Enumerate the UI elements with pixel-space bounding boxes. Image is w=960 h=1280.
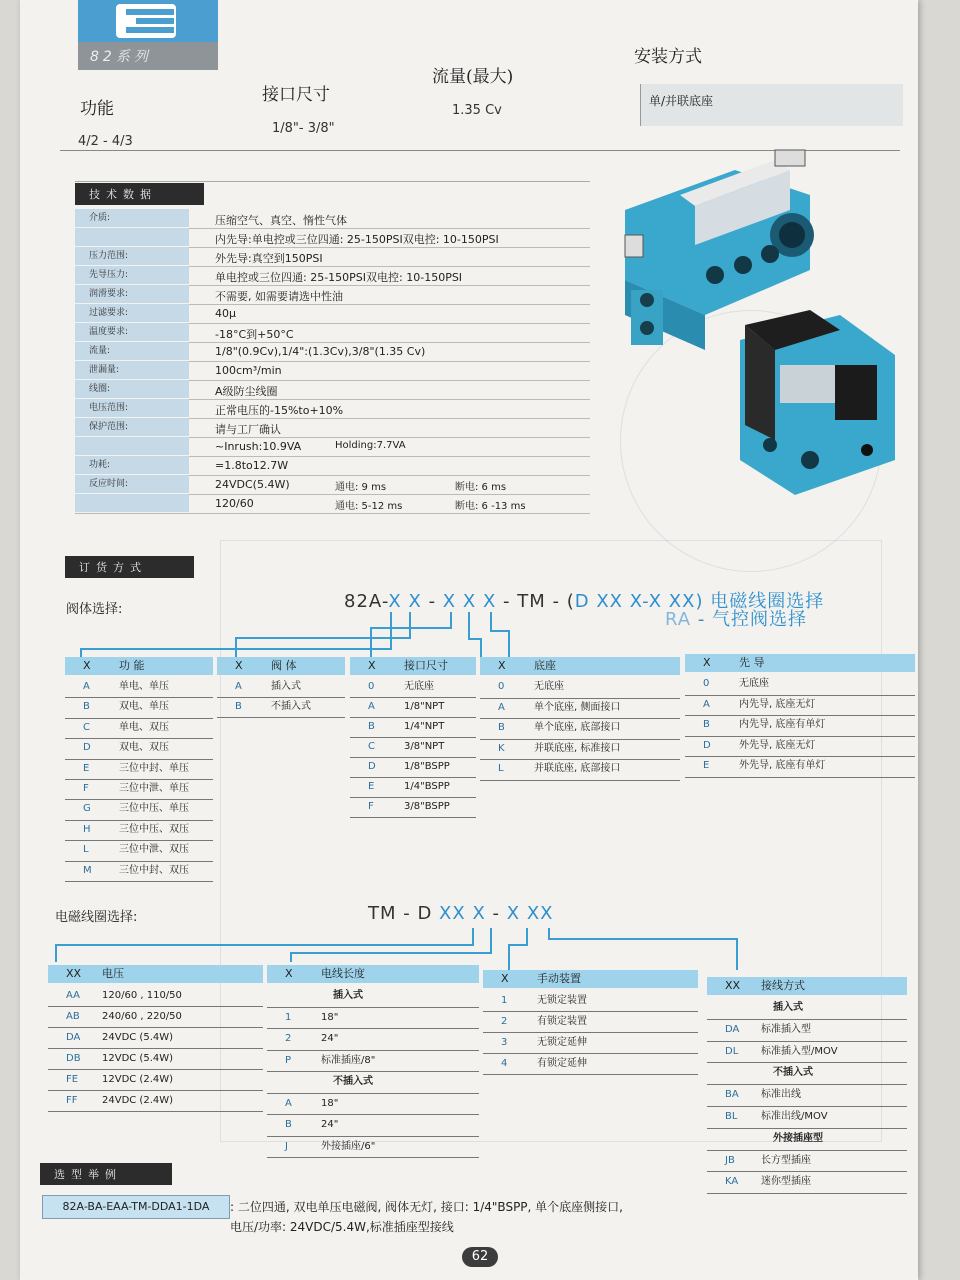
length-option-desc: 18"	[321, 1097, 339, 1109]
port-option-row	[350, 717, 476, 738]
length-option-desc: 标准插座/8"	[321, 1054, 376, 1066]
manual-option-code: 2	[501, 1016, 508, 1027]
wiring-option-code: JB	[725, 1154, 735, 1166]
voltage-option-desc: 24VDC (2.4W)	[102, 1095, 174, 1106]
port-option-desc: 3/8"NPT	[404, 741, 445, 752]
function-option-header	[65, 657, 213, 675]
length-option-code: 2	[285, 1033, 292, 1044]
port-option-header-title: 接口尺寸	[404, 659, 448, 672]
tech-row	[75, 437, 590, 457]
voltage-option-code: AA	[66, 990, 80, 1001]
port-option-row	[350, 757, 476, 778]
coil-code-x-voltage: XX	[439, 903, 466, 924]
manual-option-code: 1	[501, 995, 508, 1006]
port-option-desc: 1/4"BSPP	[404, 781, 450, 792]
wiring-option-desc: 长方型插座	[761, 1154, 811, 1166]
tech-key: 润滑要求:	[75, 285, 189, 303]
code-tm: - TM - (	[496, 591, 575, 612]
length-option-desc: 不插入式	[333, 1076, 373, 1087]
tech-row	[75, 494, 590, 514]
code-dash: -	[421, 591, 443, 612]
function-option-desc: 三位中封、单压	[119, 762, 189, 774]
pilot-option-code: 0	[703, 678, 710, 689]
function-option-code: E	[83, 762, 90, 774]
port-option-row	[350, 737, 476, 758]
tech-key: 先导压力:	[75, 266, 189, 284]
tech-value: 40μ	[215, 307, 236, 320]
voltage-option-row	[48, 1048, 263, 1070]
port-option-code: B	[368, 721, 375, 732]
voltage-option-desc: 240/60 , 220/50	[102, 1011, 182, 1022]
body-option-row	[217, 677, 345, 698]
tech-value: -18°C到+50°C	[215, 328, 294, 341]
coil-code-x-length: X	[472, 903, 486, 924]
wiring-option-desc: 标准出线/MOV	[761, 1111, 828, 1122]
base-option-row	[480, 759, 680, 781]
length-option-row	[267, 1007, 479, 1030]
tech-value: 正常电压的-15%to+10%	[215, 404, 344, 417]
example-desc-line2: 电压/功率: 24VDC/5.4W,标准插座型接线	[230, 1220, 454, 1234]
manual-option-header-code: X	[501, 972, 509, 985]
length-option-code: A	[285, 1097, 292, 1109]
tech-key: 泄漏量:	[75, 361, 189, 379]
connector-port	[370, 627, 372, 657]
tech-value: 内先导:单电控或三位四通: 25-150PSI双电控: 10-150PSI	[215, 233, 499, 246]
voltage-option-row	[48, 1090, 263, 1112]
port-option-code: D	[368, 761, 376, 772]
tech-row	[75, 456, 590, 476]
mount-label: 安装方式	[634, 47, 702, 67]
port-option-code: E	[368, 781, 375, 792]
wiring-option-desc: 标准插入型	[761, 1023, 811, 1035]
tech-key: 流量:	[75, 342, 189, 360]
manual-option-row	[483, 1032, 698, 1054]
tech-value: A级防尘线圈	[215, 385, 278, 398]
pilot-option-desc: 内先导, 底座无灯	[739, 698, 816, 710]
length-option-code: B	[285, 1119, 292, 1130]
voltage-option-header-code: XX	[66, 967, 82, 980]
connector-voltage	[55, 944, 57, 962]
body-option-row	[217, 697, 345, 718]
length-option-code: 1	[285, 1011, 292, 1023]
pilot-option-header	[685, 654, 915, 672]
tech-row	[75, 380, 590, 400]
tech-key: 温度要求:	[75, 323, 189, 341]
body-option-desc: 插入式	[271, 681, 301, 692]
tech-key: 介质:	[75, 209, 189, 227]
code-ra-text: - 气控阀选择	[691, 609, 808, 630]
tech-key	[75, 228, 189, 246]
pilot-option-desc: 无底座	[739, 678, 769, 689]
length-option-header-title: 电线长度	[321, 967, 365, 980]
connector-pilot	[508, 630, 510, 657]
function-option-desc: 双电、单压	[119, 701, 169, 713]
length-option-row	[267, 1114, 479, 1137]
port-option-row	[350, 777, 476, 798]
pilot-option-desc: 内先导, 底座有单灯	[739, 719, 826, 731]
length-option-desc: 外接插座/6"	[321, 1140, 376, 1152]
tech-row	[75, 323, 590, 343]
function-option-row	[65, 799, 213, 820]
voltage-option-code: DB	[66, 1053, 81, 1064]
wiring-option-header-code: XX	[725, 979, 741, 992]
wiring-option-header	[707, 977, 907, 995]
function-option-row	[65, 677, 213, 698]
connector-manual	[508, 944, 510, 970]
tech-value-2: 通电: 5-12 ms	[335, 501, 403, 512]
function-option-code: G	[83, 803, 91, 815]
function-option-desc: 三位中压、双压	[119, 823, 189, 835]
series-label: 82系列	[90, 49, 152, 65]
tech-key: 过滤要求:	[75, 304, 189, 322]
tech-key: 反应时间:	[75, 475, 189, 493]
wiring-option-desc: 迷你型插座	[761, 1176, 811, 1188]
function-option-row	[65, 738, 213, 759]
wiring-option-row	[707, 1019, 907, 1042]
length-option-row	[267, 1136, 479, 1159]
port-option-desc: 1/4"NPT	[404, 721, 445, 732]
function-option-code: A	[83, 681, 90, 692]
pilot-option-code: B	[703, 719, 710, 731]
function-option-row	[65, 697, 213, 718]
body-select-label: 阀体选择:	[66, 602, 123, 617]
code-coil-select: 电磁线圈选择	[703, 591, 825, 612]
coil-code-x-manual: X	[506, 903, 521, 924]
wiring-option-code: KA	[725, 1176, 739, 1188]
wiring-option-desc: 标准出线	[761, 1089, 801, 1101]
code-ra: RA	[665, 609, 692, 630]
function-option-desc: 单电、双压	[119, 721, 169, 733]
wiring-option-row	[707, 997, 907, 1020]
port-option-row	[350, 677, 476, 698]
pilot-option-desc: 外先导, 底座有单灯	[739, 760, 826, 772]
tech-key: 线圈:	[75, 380, 189, 398]
body-option-code: A	[235, 681, 242, 692]
code-x-port: X	[442, 591, 457, 612]
port-option-desc: 3/8"BSPP	[404, 801, 450, 812]
tech-value: 120/60	[215, 497, 254, 510]
length-option-desc: 18"	[321, 1011, 339, 1023]
length-option-desc: 插入式	[333, 990, 363, 1001]
series-badge	[78, 0, 218, 70]
base-option-code: 0	[498, 681, 505, 692]
base-option-row	[480, 677, 680, 699]
length-option-row	[267, 1093, 479, 1116]
voltage-option-code: AB	[66, 1011, 80, 1022]
tech-value-3: 断电: 6 ms	[455, 482, 507, 493]
voltage-option-code: DA	[66, 1032, 81, 1043]
length-option-code: P	[285, 1054, 292, 1066]
base-option-row	[480, 718, 680, 740]
tech-row	[75, 209, 590, 229]
wiring-option-row	[707, 1128, 907, 1151]
pilot-option-row	[685, 715, 915, 737]
example-code: 82A-BA-EAA-TM-DDA1-1DA	[42, 1195, 230, 1219]
base-option-row	[480, 739, 680, 761]
wiring-option-row	[707, 1062, 907, 1085]
coil-code-string	[368, 903, 554, 924]
function-option-desc: 三位中压、单压	[119, 803, 189, 815]
base-option-code: K	[498, 742, 505, 754]
wiring-option-desc: 不插入式	[773, 1067, 813, 1079]
function-option-code: F	[83, 783, 89, 794]
base-option-desc: 并联底座, 底部接口	[534, 763, 621, 775]
length-option-desc: 24"	[321, 1119, 339, 1130]
manual-option-desc: 有锁定延伸	[537, 1058, 587, 1069]
function-option-code: M	[83, 864, 92, 876]
manual-option-desc: 有锁定装置	[537, 1016, 587, 1027]
function-option-row	[65, 718, 213, 739]
manual-option-row	[483, 1053, 698, 1075]
function-option-desc: 三位中泄、双压	[119, 844, 189, 856]
wiring-option-row	[707, 1106, 907, 1129]
port-size-value: 1/8"- 3/8"	[272, 121, 335, 136]
flow-value: 1.35 Cv	[452, 103, 502, 118]
brand-logo	[116, 4, 176, 38]
tech-value: 外先导:真空到150PSI	[215, 252, 323, 265]
wiring-option-code: DL	[725, 1045, 739, 1057]
body-option-header-code: X	[235, 659, 243, 672]
order-code-ra	[665, 605, 807, 631]
port-option-code: 0	[368, 681, 375, 692]
port-option-code: A	[368, 701, 375, 712]
tech-row	[75, 475, 590, 495]
tech-key: 压力范围:	[75, 247, 189, 265]
body-option-header	[217, 657, 345, 675]
body-option-desc: 不插入式	[271, 701, 311, 712]
pilot-option-row	[685, 674, 915, 696]
length-option-row	[267, 1050, 479, 1073]
function-option-row	[65, 759, 213, 780]
tech-value-2: Holding:7.7VA	[335, 440, 406, 451]
function-option-code: D	[83, 742, 91, 754]
function-option-desc: 三位中封、双压	[119, 864, 189, 876]
wiring-option-row	[707, 1041, 907, 1064]
function-option-desc: 双电、双压	[119, 742, 169, 754]
wiring-option-desc: 标准插入型/MOV	[761, 1045, 838, 1057]
function-option-code: H	[83, 823, 91, 835]
function-option-row	[65, 820, 213, 841]
code-x-coil: XX X-X XX	[596, 591, 696, 612]
wiring-option-code: BL	[725, 1111, 738, 1122]
example-title: 选型举例	[40, 1163, 172, 1185]
wiring-option-code: DA	[725, 1023, 740, 1035]
tech-row	[75, 304, 590, 324]
wiring-option-desc: 外接插座型	[773, 1132, 823, 1144]
coil-code-prefix: TM - D	[368, 903, 440, 924]
single-valve-image	[740, 310, 895, 495]
base-option-header-code: X	[498, 659, 506, 672]
code-d: D	[574, 591, 597, 612]
voltage-option-desc: 12VDC (5.4W)	[102, 1053, 174, 1064]
function-option-code: B	[83, 701, 90, 713]
voltage-option-code: FF	[66, 1095, 78, 1106]
base-option-code: B	[498, 722, 505, 734]
pilot-option-desc: 外先导, 底座无灯	[739, 739, 816, 751]
tech-row	[75, 361, 590, 381]
mount-value-box	[640, 84, 903, 126]
code-prefix: 82A-	[344, 591, 389, 612]
tech-row	[75, 418, 590, 438]
pilot-option-code: E	[703, 760, 710, 772]
tech-row	[75, 228, 590, 248]
manual-option-desc: 无锁定延伸	[537, 1037, 587, 1048]
base-option-desc: 并联底座, 标准接口	[534, 742, 621, 754]
coil-code-x-wiring: XX	[526, 903, 554, 924]
pilot-option-row	[685, 695, 915, 717]
base-option-header	[480, 657, 680, 675]
code-close-paren: )	[695, 591, 704, 612]
voltage-option-desc: 12VDC (2.4W)	[102, 1074, 174, 1085]
length-option-row	[267, 1028, 479, 1051]
manual-option-header-title: 手动装置	[537, 972, 581, 985]
manual-option-header	[483, 970, 698, 988]
body-option-code: B	[235, 701, 242, 712]
voltage-option-code: FE	[66, 1074, 79, 1085]
port-option-code: C	[368, 741, 375, 752]
port-option-row	[350, 797, 476, 818]
length-option-row	[267, 985, 479, 1008]
base-option-code: L	[498, 763, 504, 775]
length-option-code: J	[285, 1140, 288, 1152]
function-option-code: L	[83, 844, 89, 856]
port-size-label: 接口尺寸	[262, 85, 330, 105]
tech-value: 100cm³/min	[215, 364, 282, 377]
code-x-body: X	[408, 591, 422, 612]
voltage-option-row	[48, 1006, 263, 1028]
function-value: 4/2 - 4/3	[78, 134, 133, 149]
tech-key	[75, 437, 189, 455]
tech-value: 请与工厂确认	[215, 423, 281, 436]
coil-select-label: 电磁线圈选择:	[55, 910, 138, 925]
tech-data-title: 技术数据	[75, 183, 204, 205]
catalog-page	[20, 0, 918, 1280]
port-option-desc: 1/8"NPT	[404, 701, 445, 712]
voltage-option-desc: 120/60 , 110/50	[102, 990, 182, 1001]
voltage-option-row	[48, 985, 263, 1007]
tech-top-line	[75, 181, 590, 182]
port-option-row	[350, 697, 476, 718]
tech-row	[75, 285, 590, 305]
manual-option-row	[483, 990, 698, 1012]
function-option-row	[65, 861, 213, 882]
wiring-option-row	[707, 1150, 907, 1173]
wiring-option-row	[707, 1171, 907, 1194]
function-option-code: C	[83, 721, 90, 733]
order-title: 订货方式	[65, 556, 194, 578]
flow-label: 流量(最大)	[432, 67, 514, 87]
base-option-desc: 单个底座, 侧面接口	[534, 701, 621, 713]
valve-product-photo	[595, 140, 915, 520]
port-option-desc: 无底座	[404, 681, 434, 692]
tech-value: ~Inrush:10.9VA	[215, 440, 302, 453]
page-number: 62	[462, 1247, 498, 1267]
port-option-header	[350, 657, 476, 675]
tech-value: 1/8"(0.9Cv),1/4":(1.3Cv),3/8"(1.35 Cv)	[215, 345, 426, 358]
connector-body	[235, 637, 237, 657]
tech-key: 保护范围:	[75, 418, 189, 436]
manual-option-code: 3	[501, 1037, 508, 1048]
tech-value-3: 断电: 6 -13 ms	[455, 501, 526, 512]
tech-key	[75, 494, 189, 512]
length-option-header	[267, 965, 479, 983]
tech-row	[75, 399, 590, 419]
tech-key: 电压范围:	[75, 399, 189, 417]
function-option-header-code: X	[83, 659, 91, 672]
voltage-option-desc: 24VDC (5.4W)	[102, 1032, 174, 1043]
length-option-desc: 24"	[321, 1033, 339, 1044]
tech-value: 不需要, 如需要请选中性油	[215, 290, 343, 303]
length-option-header-code: X	[285, 967, 293, 980]
pilot-option-header-code: X	[703, 656, 711, 669]
wiring-option-row	[707, 1084, 907, 1107]
function-option-row	[65, 779, 213, 800]
pilot-option-row	[685, 756, 915, 778]
wiring-option-header-title: 接线方式	[761, 979, 805, 992]
manual-option-desc: 无锁定装置	[537, 995, 587, 1006]
manual-option-code: 4	[501, 1058, 508, 1069]
function-label: 功能	[80, 99, 114, 119]
tech-value: 单电控或三位四通: 25-150PSI双电控: 10-150PSI	[215, 271, 463, 284]
wiring-option-desc: 插入式	[773, 1002, 803, 1013]
voltage-option-row	[48, 1027, 263, 1049]
voltage-option-header	[48, 965, 263, 983]
function-option-desc: 单电、单压	[119, 681, 169, 692]
tech-row	[75, 342, 590, 362]
base-option-row	[480, 698, 680, 720]
manual-option-row	[483, 1011, 698, 1033]
base-option-desc: 无底座	[534, 681, 564, 692]
code-x-pilot: X	[482, 591, 497, 612]
tech-row	[75, 266, 590, 286]
voltage-option-row	[48, 1069, 263, 1091]
tech-value-2: 通电: 9 ms	[335, 482, 387, 493]
pilot-option-code: A	[703, 698, 710, 710]
pilot-option-code: D	[703, 739, 711, 751]
wiring-option-code: BA	[725, 1089, 739, 1101]
port-option-header-code: X	[368, 659, 376, 672]
length-option-row	[267, 1071, 479, 1094]
port-option-desc: 1/8"BSPP	[404, 761, 450, 772]
tech-key: 功耗:	[75, 456, 189, 474]
tech-value: =1.8to12.7W	[215, 459, 289, 472]
body-option-header-title: 阀 体	[271, 659, 297, 672]
voltage-option-header-title: 电压	[102, 967, 124, 980]
base-option-desc: 单个底座, 底部接口	[534, 722, 621, 734]
pilot-option-row	[685, 736, 915, 758]
mount-value: 单/并联底座	[649, 94, 714, 108]
connector-base	[480, 640, 482, 657]
code-x-base: X	[462, 591, 477, 612]
tech-value: 24VDC(5.4W)	[215, 478, 290, 491]
coil-code-dash: -	[485, 903, 507, 924]
pilot-option-header-title: 先 导	[739, 656, 765, 669]
port-option-code: F	[368, 801, 374, 812]
base-option-code: A	[498, 701, 505, 713]
base-option-header-title: 底座	[534, 659, 556, 672]
code-x-function: X	[388, 591, 402, 612]
function-option-row	[65, 840, 213, 861]
tech-row	[75, 247, 590, 267]
function-option-header-title: 功 能	[119, 659, 145, 672]
function-option-desc: 三位中泄、单压	[119, 783, 189, 794]
tech-value: 压缩空气、真空、惰性气体	[215, 214, 347, 227]
example-desc-line1: : 二位四通, 双电单压电磁阀, 阀体无灯, 接口: 1/4"BSPP, 单个底座侧接口,	[230, 1200, 623, 1214]
